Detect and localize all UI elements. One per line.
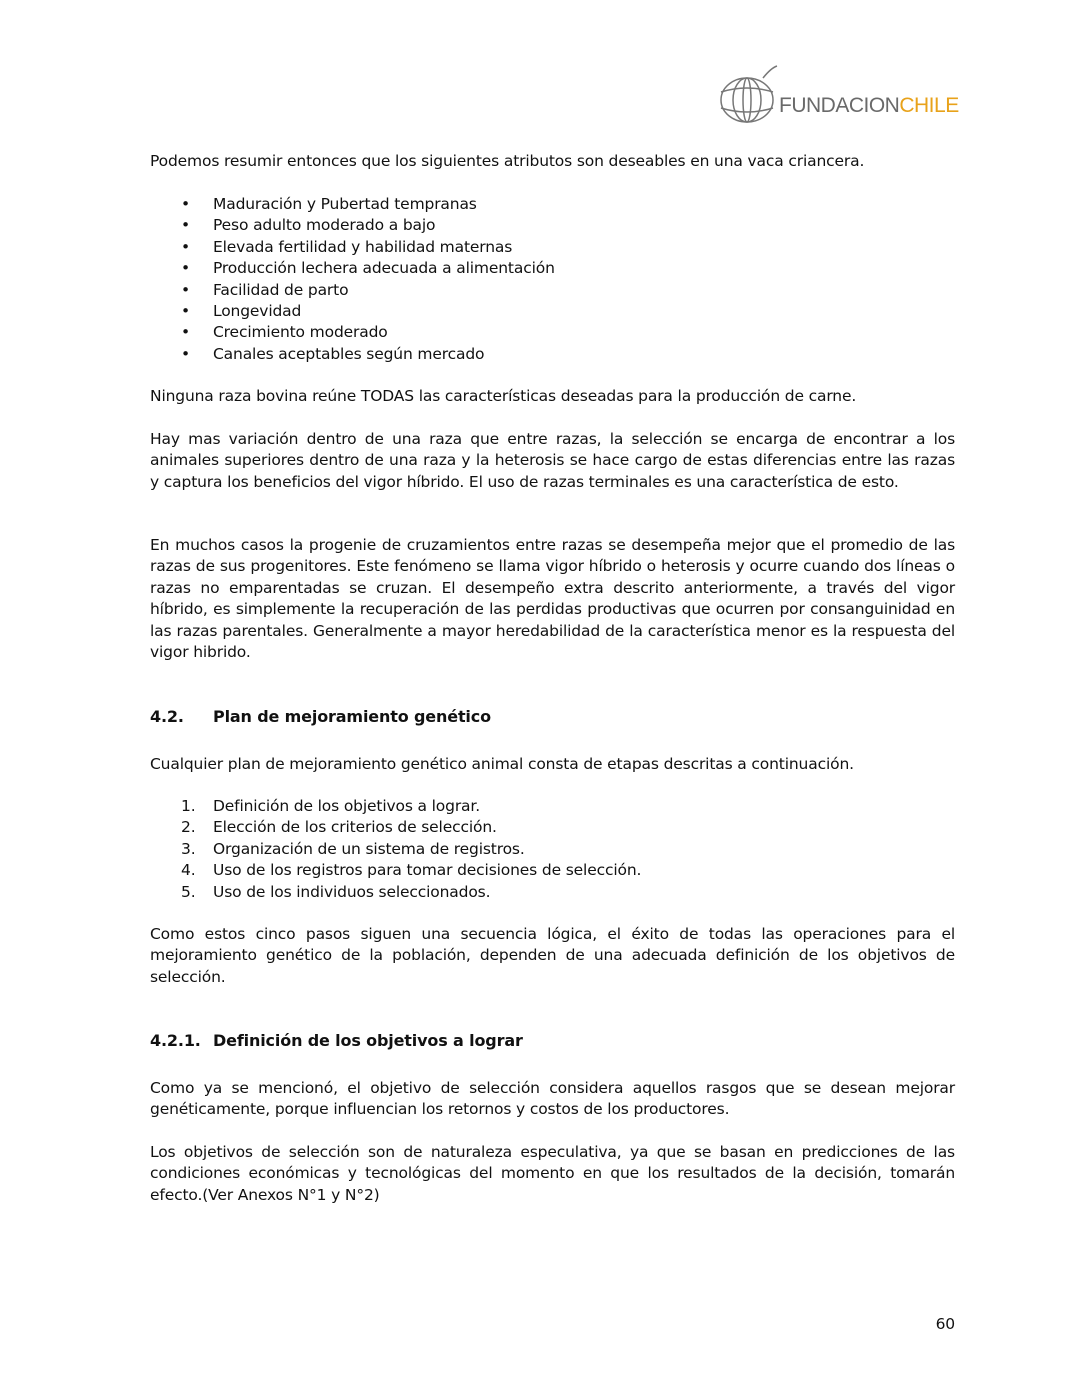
step-number: 3. (181, 839, 196, 858)
logo-text-fundacion: FUNDACION (779, 94, 900, 117)
paragraph: En muchos casos la progenie de cruzamientos entre razas se desempeña mejor que el promedio de las razas de sus progenitores. Este fenómeno se llama vigor híbrido o heterosis y ocurre cuando dos líneas o razas no emparentadas se cruzan. El desempeño extra descrito anteriormente, a través del vigor híbrido, es simplemente la recuperación de las perdidas productivas que ocurren por consanguinidad en las razas parentales. Generalmente a mayor heredabilidad de la característica menor es la respuesta del vigor hibrido. (150, 536, 955, 662)
paragraph: Los objetivos de selección son de naturaleza especulativa, ya que se basan en predicciones de las condiciones económicas y tecnológicas del momento en que los resultados de la decisión, tomarán efecto.(Ver Anexos N°1 y N°2) (150, 1143, 955, 1204)
paragraph: Ninguna raza bovina reúne TODAS las características deseadas para la producción de carne. (150, 387, 857, 405)
list-item: • Canales aceptables según mercado (150, 344, 955, 365)
step-number: 4. (181, 861, 196, 880)
section-heading-4-2 (150, 706, 955, 727)
section-title: Definición de los objetivos a lograr (213, 1031, 523, 1050)
section-number: 4.2.1. (150, 1031, 201, 1050)
list-item (150, 796, 955, 817)
section-number: 4.2. (150, 707, 184, 726)
list-item: • Crecimiento moderado (150, 322, 955, 343)
list-item: • Facilidad de parto (150, 280, 955, 301)
list-item: • Elevada fertilidad y habilidad maternas (150, 237, 955, 258)
paragraph: Cualquier plan de mejoramiento genético animal consta de etapas descritas a continuación. (150, 755, 854, 773)
steps-list (150, 796, 955, 903)
paragraph: Hay mas variación dentro de una raza que entre razas, la selección se encarga de encontrar a los animales superiores dentro de una raza y la heterosis se hace cargo de estas diferencias entre las razas y captura los beneficios del vigor híbrido. El uso de razas terminales es una característica de esto. (150, 430, 955, 491)
section-title: Plan de mejoramiento genético (213, 707, 491, 726)
globe-logo-icon (715, 60, 781, 130)
list-item: • Maduración y Pubertad tempranas (150, 194, 955, 215)
step-text: Organización de un sistema de registros. (213, 839, 525, 858)
attributes-list (150, 194, 955, 365)
fundacion-chile-logo (715, 60, 965, 130)
list-item (150, 882, 955, 903)
list-item: • Producción lechera adecuada a alimentación (150, 258, 955, 279)
list-item (150, 839, 955, 860)
logo-text-chile: CHILE (899, 94, 959, 117)
step-text: Uso de los registros para tomar decisiones de selección. (213, 861, 642, 880)
section-heading-4-2-1 (150, 1030, 955, 1051)
list-item (150, 817, 955, 838)
list-item: • Peso adulto moderado a bajo (150, 215, 955, 236)
step-text: Definición de los objetivos a lograr. (213, 797, 480, 815)
step-text: Elección de los criterios de selección. (213, 818, 497, 837)
paragraph: Como estos cinco pasos siguen una secuencia lógica, el éxito de todas las operaciones para el mejoramiento genético de la población, dependen de una adecuada definición de los objetivos de selección. (150, 925, 955, 986)
step-text: Uso de los individuos seleccionados. (213, 882, 491, 901)
intro-paragraph: Podemos resumir entonces que los siguientes atributos son deseables en una vaca criancera. (150, 152, 865, 170)
step-number: 5. (181, 882, 196, 901)
paragraph: Como ya se mencionó, el objetivo de selección considera aquellos rasgos que se desean mejorar genéticamente, porque influencian los retornos y costos de los productores. (150, 1079, 955, 1119)
step-number: 1. (181, 797, 196, 815)
list-item (150, 860, 955, 881)
page-number: 60 (935, 1315, 955, 1333)
list-item: • Longevidad (150, 301, 955, 322)
step-number: 2. (181, 818, 196, 837)
